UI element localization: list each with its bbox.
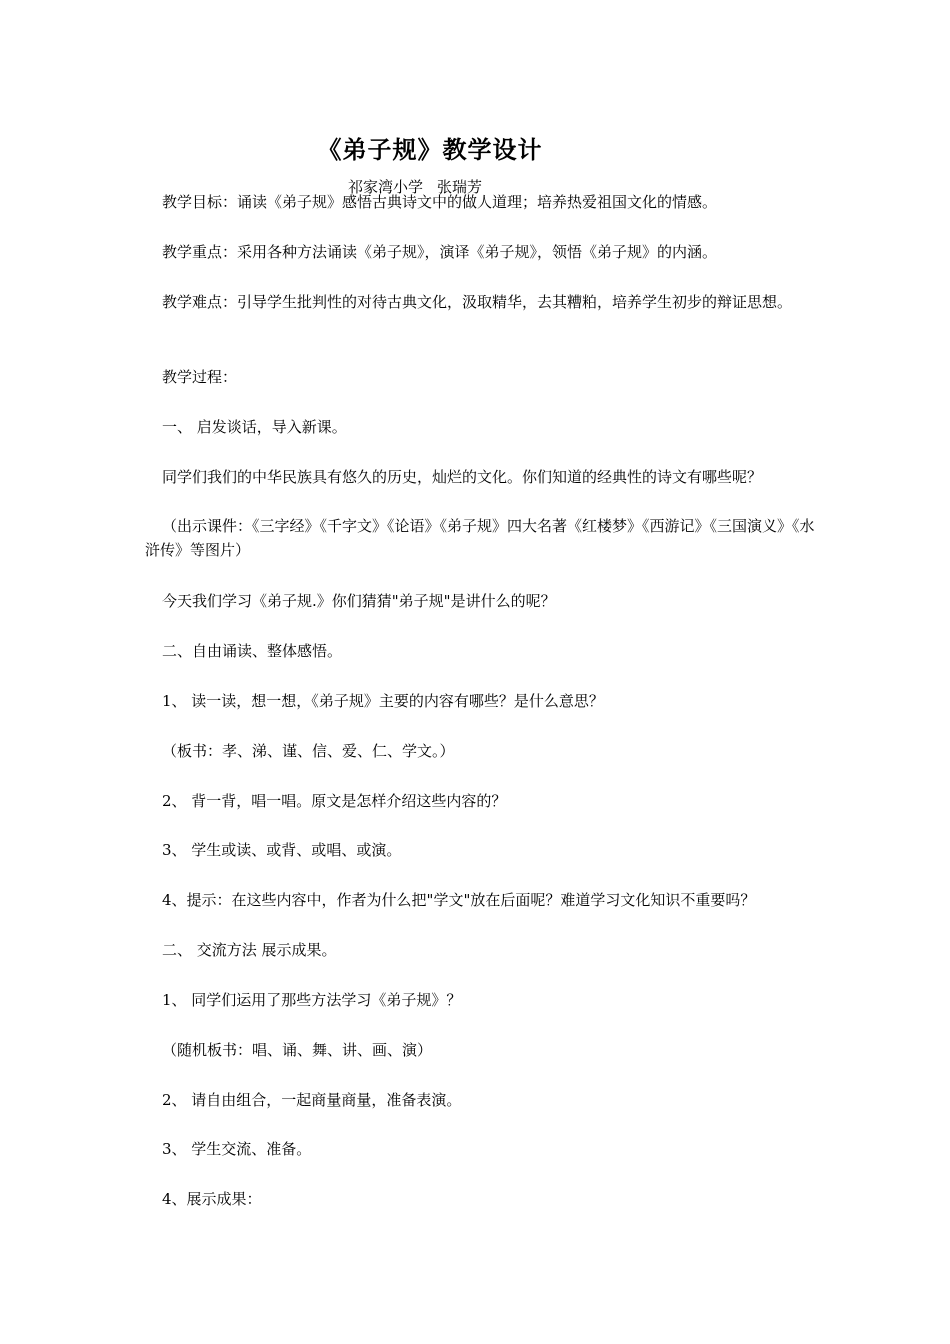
step-4-hint: 4、提示：在这些内容中，作者为什么把"学文"放在后面呢？难道学习文化知识不重要吗？ <box>162 891 756 909</box>
question-paragraph: 今天我们学习《弟子规.》你们猜猜"弟子规"是讲什么的呢？ <box>162 592 556 610</box>
section-two-heading: 二、自由诵读、整体感悟。 <box>162 642 343 660</box>
teaching-goal: 教学目标：诵读《弟子规》感悟古典诗文中的做人道理；培养热爱祖国文化的情感。 <box>162 193 718 211</box>
method-step-4: 4、展示成果： <box>162 1190 262 1208</box>
method-step-2: 2、 请自由组合，一起商量商量，准备表演。 <box>162 1091 462 1109</box>
courseware-note: （出示课件：《三字经》《千字文》《论语》《弟子规》四大名著《红楼梦》《西游记》《三国演义》《水浒传》等图片） <box>145 517 815 559</box>
step-3-students: 3、 学生或读、或背、或唱、或演。 <box>162 841 402 859</box>
board-note-1: （板书：孝、涕、谨、信、爱、仁、学文。） <box>162 742 455 760</box>
section-three-heading: 二、 交流方法 展示成果。 <box>162 941 337 959</box>
author-school: 祁家湾小学 <box>347 178 423 196</box>
method-step-1: 1、 同学们运用了那些方法学习《弟子规》？ <box>162 991 462 1009</box>
intro-paragraph: 同学们我们的中华民族具有悠久的历史，灿烂的文化。你们知道的经典性的诗文有哪些呢？ <box>162 468 763 486</box>
step-2-recite: 2、 背一背，唱一唱。原文是怎样介绍这些内容的？ <box>162 792 507 810</box>
section-one-heading: 一、 启发谈话，导入新课。 <box>162 418 347 436</box>
teaching-key-point: 教学重点：采用各种方法诵读《弟子规》，演译《弟子规》，领悟《弟子规》的内涵。 <box>162 243 718 261</box>
teaching-difficulty: 教学难点：引导学生批判性的对待古典文化，汲取精华，去其糟粕，培养学生初步的辩证思想。 <box>162 293 793 311</box>
step-1-read: 1、 读一读，想一想，《弟子规》主要的内容有哪些？是什么意思？ <box>162 692 604 710</box>
board-note-2: （随机板书：唱、诵、舞、讲、画、演） <box>162 1041 433 1059</box>
author-name: 张瑞芳 <box>437 178 483 196</box>
method-step-3: 3、 学生交流、准备。 <box>162 1140 312 1158</box>
teaching-process-heading: 教学过程： <box>162 368 238 386</box>
document-title: 《弟子规》教学设计 <box>317 135 543 164</box>
